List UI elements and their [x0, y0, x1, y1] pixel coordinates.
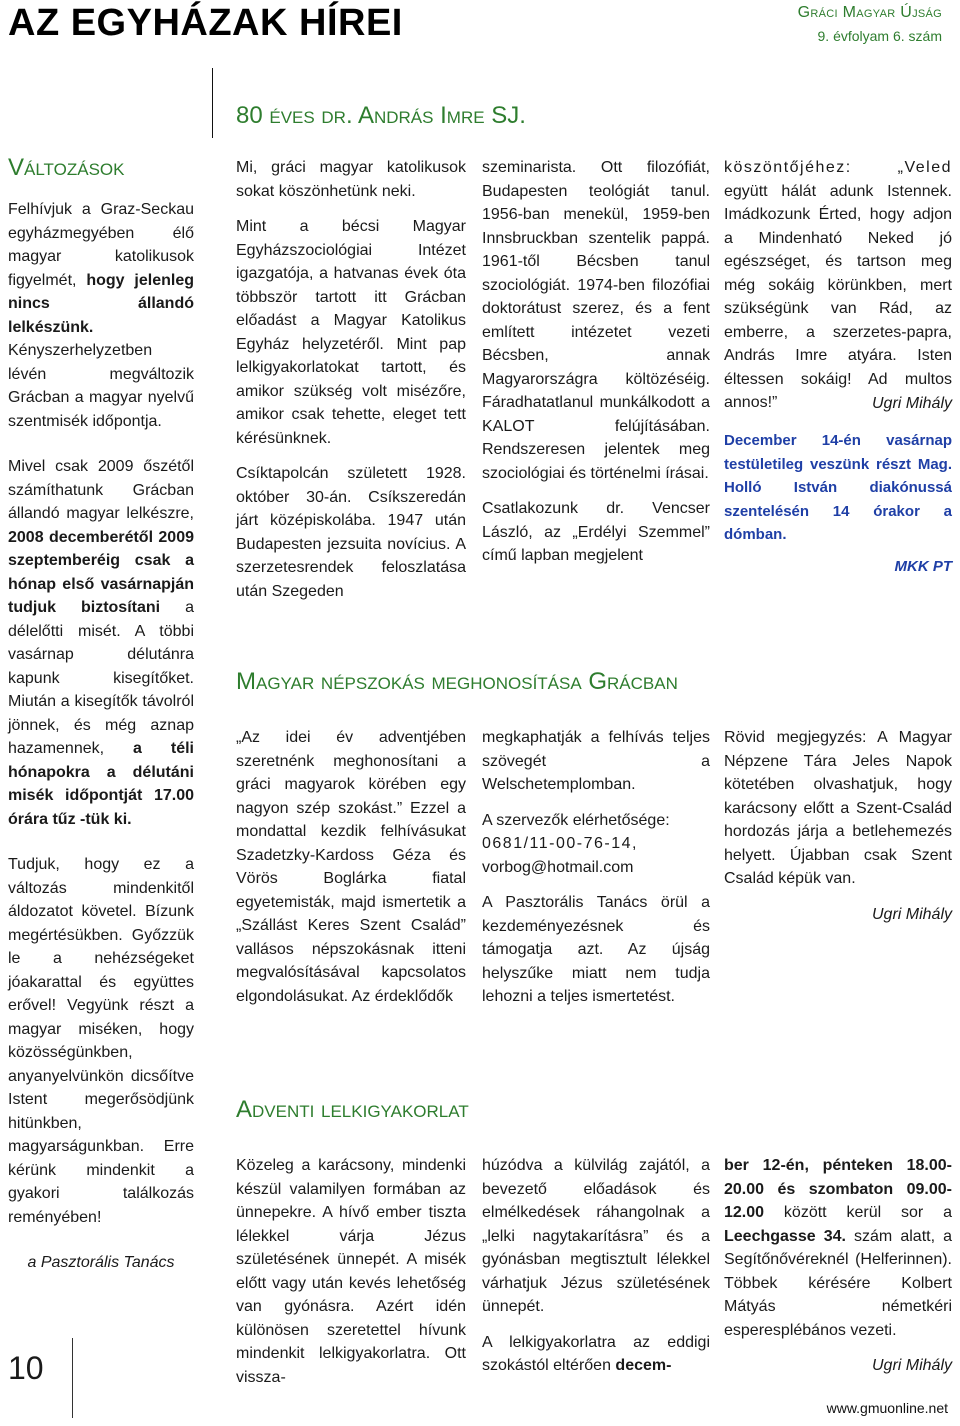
section-title-adventi: Adventi lelkigyakorlat — [236, 1096, 469, 1123]
adventi-paragraph: Közeleg a karácsony, mindenki készül valamilyen formában az ünnepekre. A hívő ember tiszta lélekkel várja Jézus születésének ünnepét. A misék előtt vagy után kevés lehetőség van gyónásra. Azért idén különösen szeretettel hívunk mindenkit lelkigyakorlatra. Ott vissza- — [236, 1157, 466, 1386]
publication-name: Gráci Magyar Újság — [797, 4, 942, 21]
nepszokas-paragraph: Rövid megjegyzés: A Magyar Népzene Tára Jeles Napok kötetében olvashatjuk, hogy karácsony előtt a Szent-Család hordozás járja a betlehemezés helyett. Újabban csak Szent Család képük van. — [724, 729, 952, 887]
article-valtozasok — [8, 198, 194, 1275]
footer-url[interactable]: www.gmuonline.net — [826, 1400, 948, 1416]
nepszokas-paragraph: A Pasztorális Tanács örül a kezdeményezésnek és támogatja azt. Az újság helyszűke miatt nem tudja lehozni a teljes ismertetést. — [482, 894, 710, 1005]
nepszokas-paragraph: A szervezők elérhetősége: — [482, 811, 670, 829]
andras-paragraph: köszöntőjéhez: „Veled együtt hálát adunk Istennek. Imádkozunk Érted, hogy adjon a Mindenható Neked jó egészséget, és tartson meg még sokáig körünkben, mert szükségünk van Rád, az emberre, a szerzetes-papra, András Imre atyára. Isten éltessen sokáig! Ad multos annos!” — [724, 159, 952, 411]
adventi-signature: Ugri Mihály — [871, 1357, 952, 1374]
andras-paragraph: Csíktapolcán született 1928. október 30-án. Csíkszeredán járt középiskolába. 1947 után Budapesten jezsuita novícius. A szerzetesrendek feloszlatása után Szegeden — [236, 465, 466, 600]
section-title-nepszokas: Magyar népszokás meghonosítása Grácban — [236, 668, 678, 695]
nepszokas-paragraph: megkaphatják a felhívás teljes szövegét a Welschetemplomban. — [482, 729, 710, 793]
valtozasok-paragraph: Felhívjuk a Graz-Seckau egyházmegyében élő magyar katolikusok figyelmét, hogy jelenleg nincs állandó lelkészünk. Kényszerhelyzetben lévén megváltozik Grácban a magyar nyelvű szentmisék időpontja. — [8, 201, 194, 430]
section-title-valtozasok: Változások — [8, 154, 125, 181]
adventi-paragraph: ber 12-én, pénteken 18.00-20.00 és szombaton 09.00-12.00 között kerül sor a Leechgasse 34. szám alatt, a Segítőnővéreknél (Helferinnen). Többek kérésére Kolbert Mátyás németkéri esperesplébános vezeti. — [724, 1157, 953, 1339]
article-adventi-col1 — [236, 1154, 466, 1389]
article-nepszokas-col1 — [236, 726, 466, 1008]
masthead-title: AZ EGYHÁZAK HÍREI — [8, 2, 403, 44]
article-nepszokas-col3 — [724, 726, 952, 926]
contact-email[interactable]: vorbog@hotmail.com — [482, 858, 634, 876]
nepszokas-signature: Ugri Mihály — [871, 905, 952, 923]
nepszokas-paragraph: „Az idei év adventjében szeretnénk meghonosítani a gráci magyarok körében egy nagyon szép szokást.” Ezzel a mondattal kezdik felhívásukat Szadetzky-Kardoss Géza és Vörös Boglárka fiatal egyetemisták, majd ismertetik a „Szállást Keres Szent Család” vallásos népszokásnak itteni megvalósításával kapcsolatos elgondolásukat. Az érdeklődők — [236, 729, 466, 1005]
article-nepszokas-col2 — [482, 726, 710, 1009]
andras-paragraph: Mi, gráci magyar katolikusok sokat köszönhetünk neki. — [236, 159, 466, 200]
adventi-paragraph: húzódva a külvilág zajától, a bevezető előadások és elmélkedések ráhangolnak a „lelki nagytakarításra” és a gyónásban megtisztult lélekkel várhatjuk Jézus születésének ünnepét. — [482, 1157, 710, 1315]
valtozasok-paragraph: Tudjuk, hogy ez a változás mindenkitől áldozatot követel. Bízunk megértésükben. Győzzük le a nehézségeket jóakarattal és együttes erővel! Vegyünk részt a magyar miséken, hogy közösségünkben, anyanyelvünkön dicsőítve Istent megerősödjünk hitünkben, magyarságunkban. Erre kérünk mindenkit a gyakori találkozás reményében! — [8, 856, 194, 1226]
article-adventi-col2 — [482, 1154, 710, 1378]
article-adventi-col3 — [724, 1154, 952, 1378]
article-andras-col2 — [482, 156, 710, 568]
page-number: 10 — [8, 1350, 44, 1386]
andras-paragraph: Mint a bécsi Magyar Egyházszociológiai Intézet igazgatója, a hatvanas évek óta többször tartott itt Grácban előadást a Magyar Katolikus Egyház helyzetéről. Mint pap lelkigyakorlatokat tartott, és amikor szükség volt misézőre, amikor csak tehette, eleget tett kérésünknek. — [236, 218, 466, 447]
notice-box: December 14-én vasárnap testületileg veszünk részt Mag. Holló István diakónussá szentelésén 14 órakor a dómban. — [724, 432, 952, 543]
andras-paragraph: szeminarista. Ott filozófiát, Budapesten teológiát tanul. 1956-ban menekül, 1959-ben Innsbruckban szentelik pappá. 1961-től Bécsben tanul szociológiát. 1974-ben filozófiai doktorátust szerez, és a fent említett intézetet vezeti Bécsben, annak Magyarországra költözéséig. Fáradhatatlanul munkálkodott a KALOT felújításában. Rendszeresen jelentek meg szociológiai és történelmi írásai. — [482, 159, 710, 482]
page-number-divider — [72, 1338, 73, 1418]
adventi-paragraph: A lelkigyakorlatra az eddigi szokástól eltérően decem- — [482, 1333, 710, 1374]
header-divider — [212, 68, 213, 138]
andras-paragraph: Csatlakozunk dr. Vencser László, az „Erdélyi Szemmel” című lapban megjelent — [482, 500, 710, 564]
section-title-andras: 80 éves dr. András Imre SJ. — [236, 102, 526, 129]
article-andras-col1 — [236, 156, 466, 603]
valtozasok-paragraph: Mivel csak 2009 őszétől számíthatunk Grácban állandó magyar lelkészre, 2008 decemberétől 2009 szeptemberéig csak a hónap első vasárnapján tudjuk biztosítani a délelőtti misét. A többi vasárnap délutánra kapunk kisegítőket. Miután a kisegítők távolról jönnek, és még aznap hazamennek, a téli hónapokra a délutáni misék időpontját 17.00 órára tűz -tük ki. — [8, 458, 194, 828]
article-andras-col3 — [724, 156, 952, 578]
issue-number: 9. évfolyam 6. szám — [817, 28, 942, 44]
notice-signature: MKK PT — [894, 557, 952, 575]
andras-signature: Ugri Mihály — [871, 394, 952, 412]
valtozasok-signature: a Pasztorális Tanács — [27, 1254, 175, 1271]
contact-phone: 0681/11-00-76-14, — [482, 835, 638, 852]
